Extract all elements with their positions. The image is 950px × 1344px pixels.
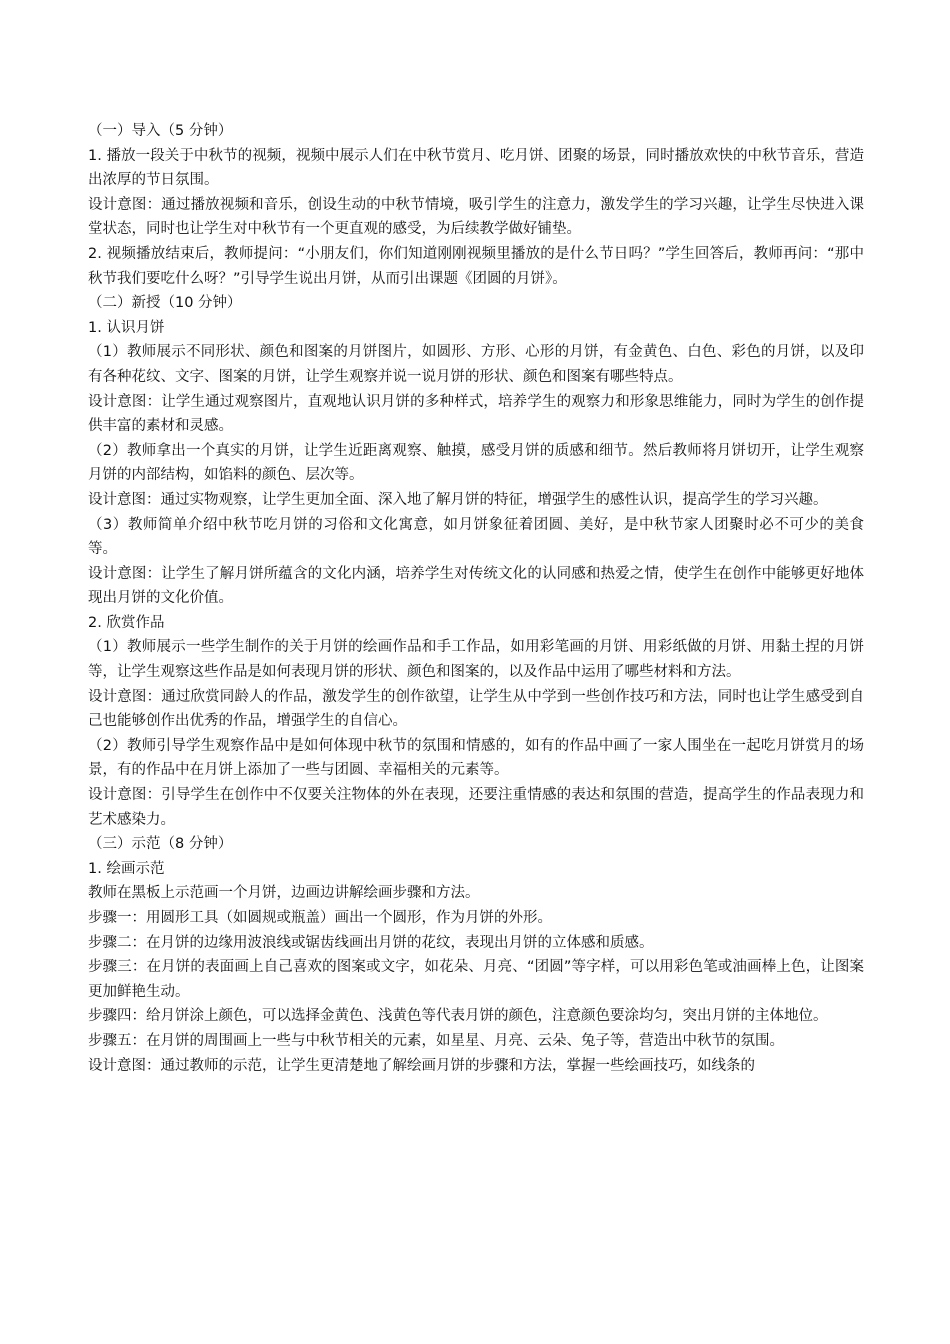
paragraph: （1）教师展示不同形状、颜色和图案的月饼图片，如圆形、方形、心形的月饼，有金黄色、白色、彩色的月饼，以及印有各种花纹、文字、图案的月饼，让学生观察并说一说月饼的形状、颜色和图案有哪些特点。 [88, 344, 864, 385]
design-intent-paragraph: 设计意图：让学生通过观察图片，直观地认识月饼的多种样式，培养学生的观察力和形象思维能力，同时为学生的创作提供丰富的素材和灵感。 [88, 393, 864, 435]
step-four: 步骤四：给月饼涂上颜色，可以选择金黄色、浅黄色等代表月饼的颜色，注意颜色要涂均匀，突出月饼的主体地位。 [88, 1008, 828, 1025]
section-heading-intro: （一）导入（5 分钟） [88, 123, 233, 139]
paragraph: （2）教师拿出一个真实的月饼，让学生近距离观察、触摸，感受月饼的质感和细节。然后教师将月饼切开，让学生观察月饼的内部结构，如馅料的颜色、层次等。 [88, 442, 864, 484]
paragraph: 1. 播放一段关于中秋节的视频，视频中展示人们在中秋节赏月、吃月饼、团聚的场景，同时播放欢快的中秋节音乐，营造出浓厚的节日氛围。 [88, 147, 864, 189]
design-intent-paragraph: 设计意图：引导学生在创作中不仅要关注物体的外在表现，还要注重情感的表达和氛围的营造，提高学生的作品表现力和艺术感染力。 [88, 787, 864, 828]
paragraph: （1）教师展示一些学生制作的关于月饼的绘画作品和手工作品，如用彩笔画的月饼、用彩纸做的月饼、用黏土捏的月饼等，让学生观察这些作品是如何表现月饼的形状、颜色和图案的，以及作品中运用了哪些材料和方法。 [88, 639, 864, 681]
step-two: 步骤二：在月饼的边缘用波浪线或锯齿线画出月饼的花纹，表现出月饼的立体感和质感。 [88, 934, 654, 951]
paragraph: 教师在黑板上示范画一个月饼，边画边讲解绘画步骤和方法。 [88, 885, 480, 902]
design-intent-paragraph: 设计意图：通过教师的示范，让学生更清楚地了解绘画月饼的步骤和方法，掌握一些绘画技巧，如线条的 [88, 1057, 755, 1074]
design-intent-paragraph: 设计意图：通过实物观察，让学生更加全面、深入地了解月饼的特征，增强学生的感性认识，提高学生的学习兴趣。 [88, 491, 828, 508]
paragraph: （3）教师简单介绍中秋节吃月饼的习俗和文化寓意，如月饼象征着团圆、美好，是中秋节家人团聚时必不可少的美食等。 [88, 516, 864, 558]
design-intent-paragraph: 设计意图：让学生了解月饼所蕴含的文化内涵，培养学生对传统文化的认同感和热爱之情，使学生在创作中能够更好地体现出月饼的文化价值。 [88, 565, 864, 607]
subheading-know-mooncake: 1. 认识月饼 [88, 319, 165, 336]
design-intent-paragraph: 设计意图：通过欣赏同龄人的作品，激发学生的创作欲望，让学生从中学到一些创作技巧和方法，同时也让学生感受到自己也能够创作出优秀的作品，增强学生的自信心。 [88, 688, 864, 730]
paragraph: （2）教师引导学生观察作品中是如何体现中秋节的氛围和情感的，如有的作品中画了一家人围坐在一起吃月饼赏月的场景，有的作品中在月饼上添加了一些与团圆、幸福相关的元素等。 [88, 737, 864, 779]
subheading-drawing-demo: 1. 绘画示范 [88, 860, 165, 877]
design-intent-paragraph: 设计意图：通过播放视频和音乐，创设生动的中秋节情境，吸引学生的注意力，激发学生的学习兴趣，让学生尽快进入课堂状态，同时也让学生对中秋节有一个更直观的感受，为后续教学做好铺垫。 [88, 196, 864, 238]
section-heading-new-lesson: （二）新授（10 分钟） [88, 295, 242, 312]
subheading-appreciate-works: 2. 欣赏作品 [88, 614, 165, 631]
paragraph: 2. 视频播放结束后，教师提问：“小朋友们，你们知道刚刚视频里播放的是什么节日吗？”学生回答后，教师再问：“那中秋节我们要吃什么呀？”引导学生说出月饼，从而引出课题《团圆的月饼》。 [88, 245, 864, 287]
step-three: 步骤三：在月饼的表面画上自己喜欢的图案或文字，如花朵、月亮、“团圆”等字样，可以用彩色笔或油画棒上色，让图案更加鲜艳生动。 [88, 959, 864, 1000]
step-one: 步骤一：用圆形工具（如圆规或瓶盖）画出一个圆形，作为月饼的外形。 [88, 910, 552, 926]
document-body [88, 119, 864, 1078]
step-five: 步骤五：在月饼的周围画上一些与中秋节相关的元素，如星星、月亮、云朵、兔子等，营造出中秋节的氛围。 [88, 1032, 784, 1049]
section-heading-demonstration: （三）示范（8 分钟） [88, 836, 233, 853]
